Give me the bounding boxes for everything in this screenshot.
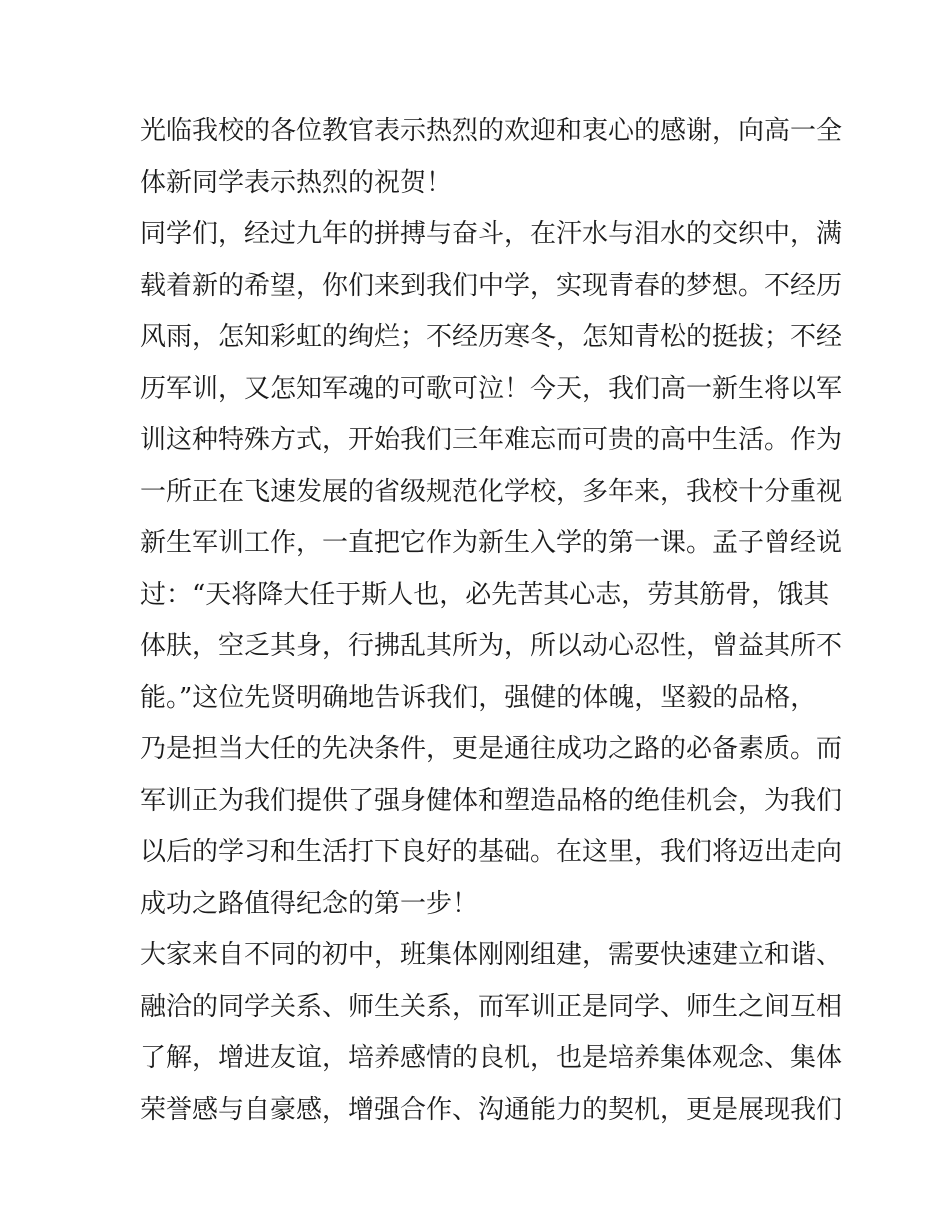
text-line: 大家来自不同的初中，班集体刚刚组建，需要快速建立和谐、 <box>140 940 843 970</box>
text-line: 新生军训工作，一直把它作为新生入学的第一课。孟子曾经说 <box>140 528 843 558</box>
text-line: 成功之路值得纪念的第一步！ <box>140 888 479 919</box>
text-line: 光临我校的各位教官表示热烈的欢迎和衷心的感谢，向高一全 <box>140 116 843 146</box>
text-line: 风雨，怎知彩虹的绚烂；不经历寒冬，怎知青松的挺拔；不经 <box>140 322 843 352</box>
text-line: 荣誉感与自豪感，增强合作、沟通能力的契机，更是展现我们 <box>140 1094 843 1125</box>
text-line: 体肤，空乏其身，行拂乱其所为，所以动心忍性，曾益其所不 <box>140 631 843 661</box>
text-line: 以后的学习和生活打下良好的基础。在这里，我们将迈出走向 <box>140 837 843 867</box>
text-line: 能。”这位先贤明确地告诉我们，强健的体魄，坚毅的品格， <box>140 682 817 713</box>
document-body <box>140 106 843 1136</box>
text-line: 体新同学表示热烈的祝贺！ <box>140 167 453 198</box>
text-line: 融洽的同学关系、师生关系，而军训正是同学、师生之间互相 <box>140 991 843 1022</box>
text-line: 同学们，经过九年的拼搏与奋斗，在汗水与泪水的交织中，满 <box>140 219 843 249</box>
text-line: 军训正为我们提供了强身健体和塑造品格的绝佳机会，为我们 <box>140 785 843 816</box>
text-line: 一所正在飞速发展的省级规范化学校，多年来，我校十分重视 <box>140 476 843 507</box>
text-line: 训这种特殊方式，开始我们三年难忘而可贵的高中生活。作为 <box>140 425 843 455</box>
text-line: 历军训，又怎知军魂的可歌可泣！今天，我们高一新生将以军 <box>140 373 843 404</box>
text-line: 了解，增进友谊，培养感情的良机，也是培养集体观念、集体 <box>140 1043 843 1073</box>
text-line: 乃是担当大任的先决条件，更是通往成功之路的必备素质。而 <box>140 734 843 764</box>
text-line: 过：“天将降大任于斯人也，必先苦其心志，劳其筋骨，饿其 <box>140 579 830 610</box>
text-line: 载着新的希望，你们来到我们中学，实现青春的梦想。不经历 <box>140 270 843 301</box>
